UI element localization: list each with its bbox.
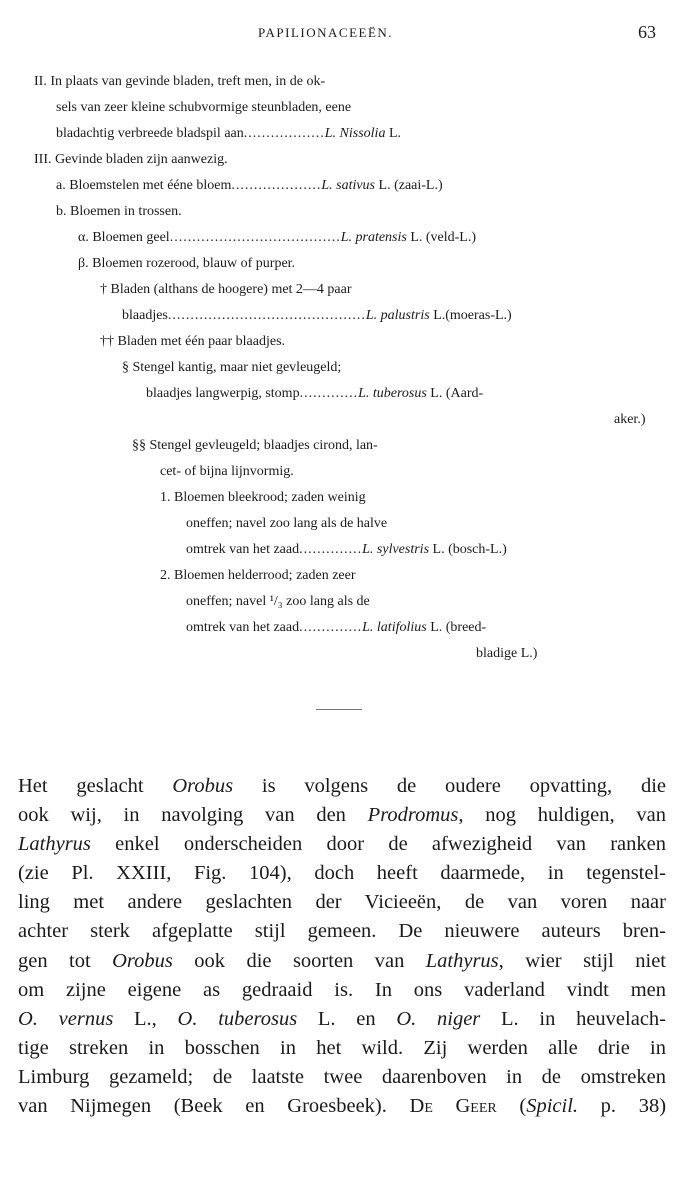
key-line: † Bladen (althans de hoogere) met 2—4 paar: [100, 282, 352, 297]
body-line: tige streken in bosschen in het wild. Zij werden alle drie in: [18, 1036, 666, 1059]
key-line: III. Gevinde bladen zijn aanwezig.: [34, 152, 228, 167]
key-line: 2. Bloemen helderrood; zaden zeer: [160, 568, 356, 583]
body-line: achter sterk afgeplatte stijl gemeen. De nieuwere auteurs bren-: [18, 920, 666, 943]
key-line: cet- of bijna lijnvormig.: [160, 464, 294, 479]
section-divider: [316, 709, 362, 710]
body-line: Limburg gezameld; de laatste twee daarenboven in de omstreken: [18, 1065, 666, 1088]
key-line: omtrek van het zaad..............L. latifolius L. (breed-: [186, 620, 487, 635]
key-line: II. In plaats van gevinde bladen, treft men, in de ok-: [34, 74, 326, 89]
body-line: Lathyrus enkel onderscheiden door de afwezigheid van ranken: [18, 833, 666, 856]
key-line: α. Bloemen geel......................................L. pratensis L. (veld-L.): [78, 230, 477, 245]
body-line: Het geslacht Orobus is volgens de oudere opvatting, die: [18, 775, 666, 797]
body-line: van Nijmegen (Beek en Groesbeek). De Geer (Spicil. p. 38): [18, 1095, 667, 1118]
key-line: aker.): [614, 412, 646, 427]
key-line: 1. Bloemen bleekrood; zaden weinig: [160, 490, 366, 505]
page-number: 63: [638, 22, 656, 42]
key-line: blaadjes langwerpig, stomp.............L. tuberosus L. (Aard-: [146, 386, 484, 401]
body-line: om zijne eigene as gedraaid is. In ons vaderland vindt men: [18, 978, 666, 1001]
key-line: β. Bloemen rozerood, blauw of purper.: [78, 256, 296, 271]
running-title: PAPILIONACEEËN.: [258, 25, 394, 40]
key-line: blaadjes............................................L. palustris L.(moeras-L.): [122, 308, 512, 323]
body-line: O. vernus L., O. tuberosus L. en O. niger L. in heuvelach-: [18, 1007, 666, 1030]
key-line: oneffen; navel ¹/₃ zoo lang als de: [186, 594, 370, 609]
key-line: a. Bloemstelen met ééne bloem....................L. sativus L. (zaai-L.): [56, 178, 443, 193]
body-line: ling met andere geslachten der Vicieeën, de van voren naar: [18, 891, 666, 914]
body-line: ook wij, in navolging van den Prodromus, nog huldigen, van: [18, 804, 666, 827]
key-line: § Stengel kantig, maar niet gevleugeld;: [122, 360, 342, 375]
body-paragraph: [18, 772, 666, 1121]
key-line: omtrek van het zaad..............L. sylvestris L. (bosch-L.): [186, 542, 507, 557]
key-line: oneffen; navel zoo lang als de halve: [186, 516, 388, 531]
body-line: (zie Pl. XXIII, Fig. 104), doch heeft daarmede, in tegenstel-: [18, 862, 666, 885]
key-line: sels van zeer kleine schubvormige steunbladen, eene: [56, 100, 352, 115]
body-line: gen tot Orobus ook die soorten van Lathyrus, wier stijl niet: [18, 949, 666, 972]
key-line: b. Bloemen in trossen.: [56, 204, 182, 219]
key-line: bladige L.): [476, 646, 538, 661]
key-line: bladachtig verbreede bladspil aan..................L. Nissolia L.: [56, 126, 402, 141]
key-line: †† Bladen met één paar blaadjes.: [100, 334, 286, 349]
page-header: [0, 22, 678, 46]
key-line: §§ Stengel gevleugeld; blaadjes cirond, lan-: [132, 438, 378, 453]
